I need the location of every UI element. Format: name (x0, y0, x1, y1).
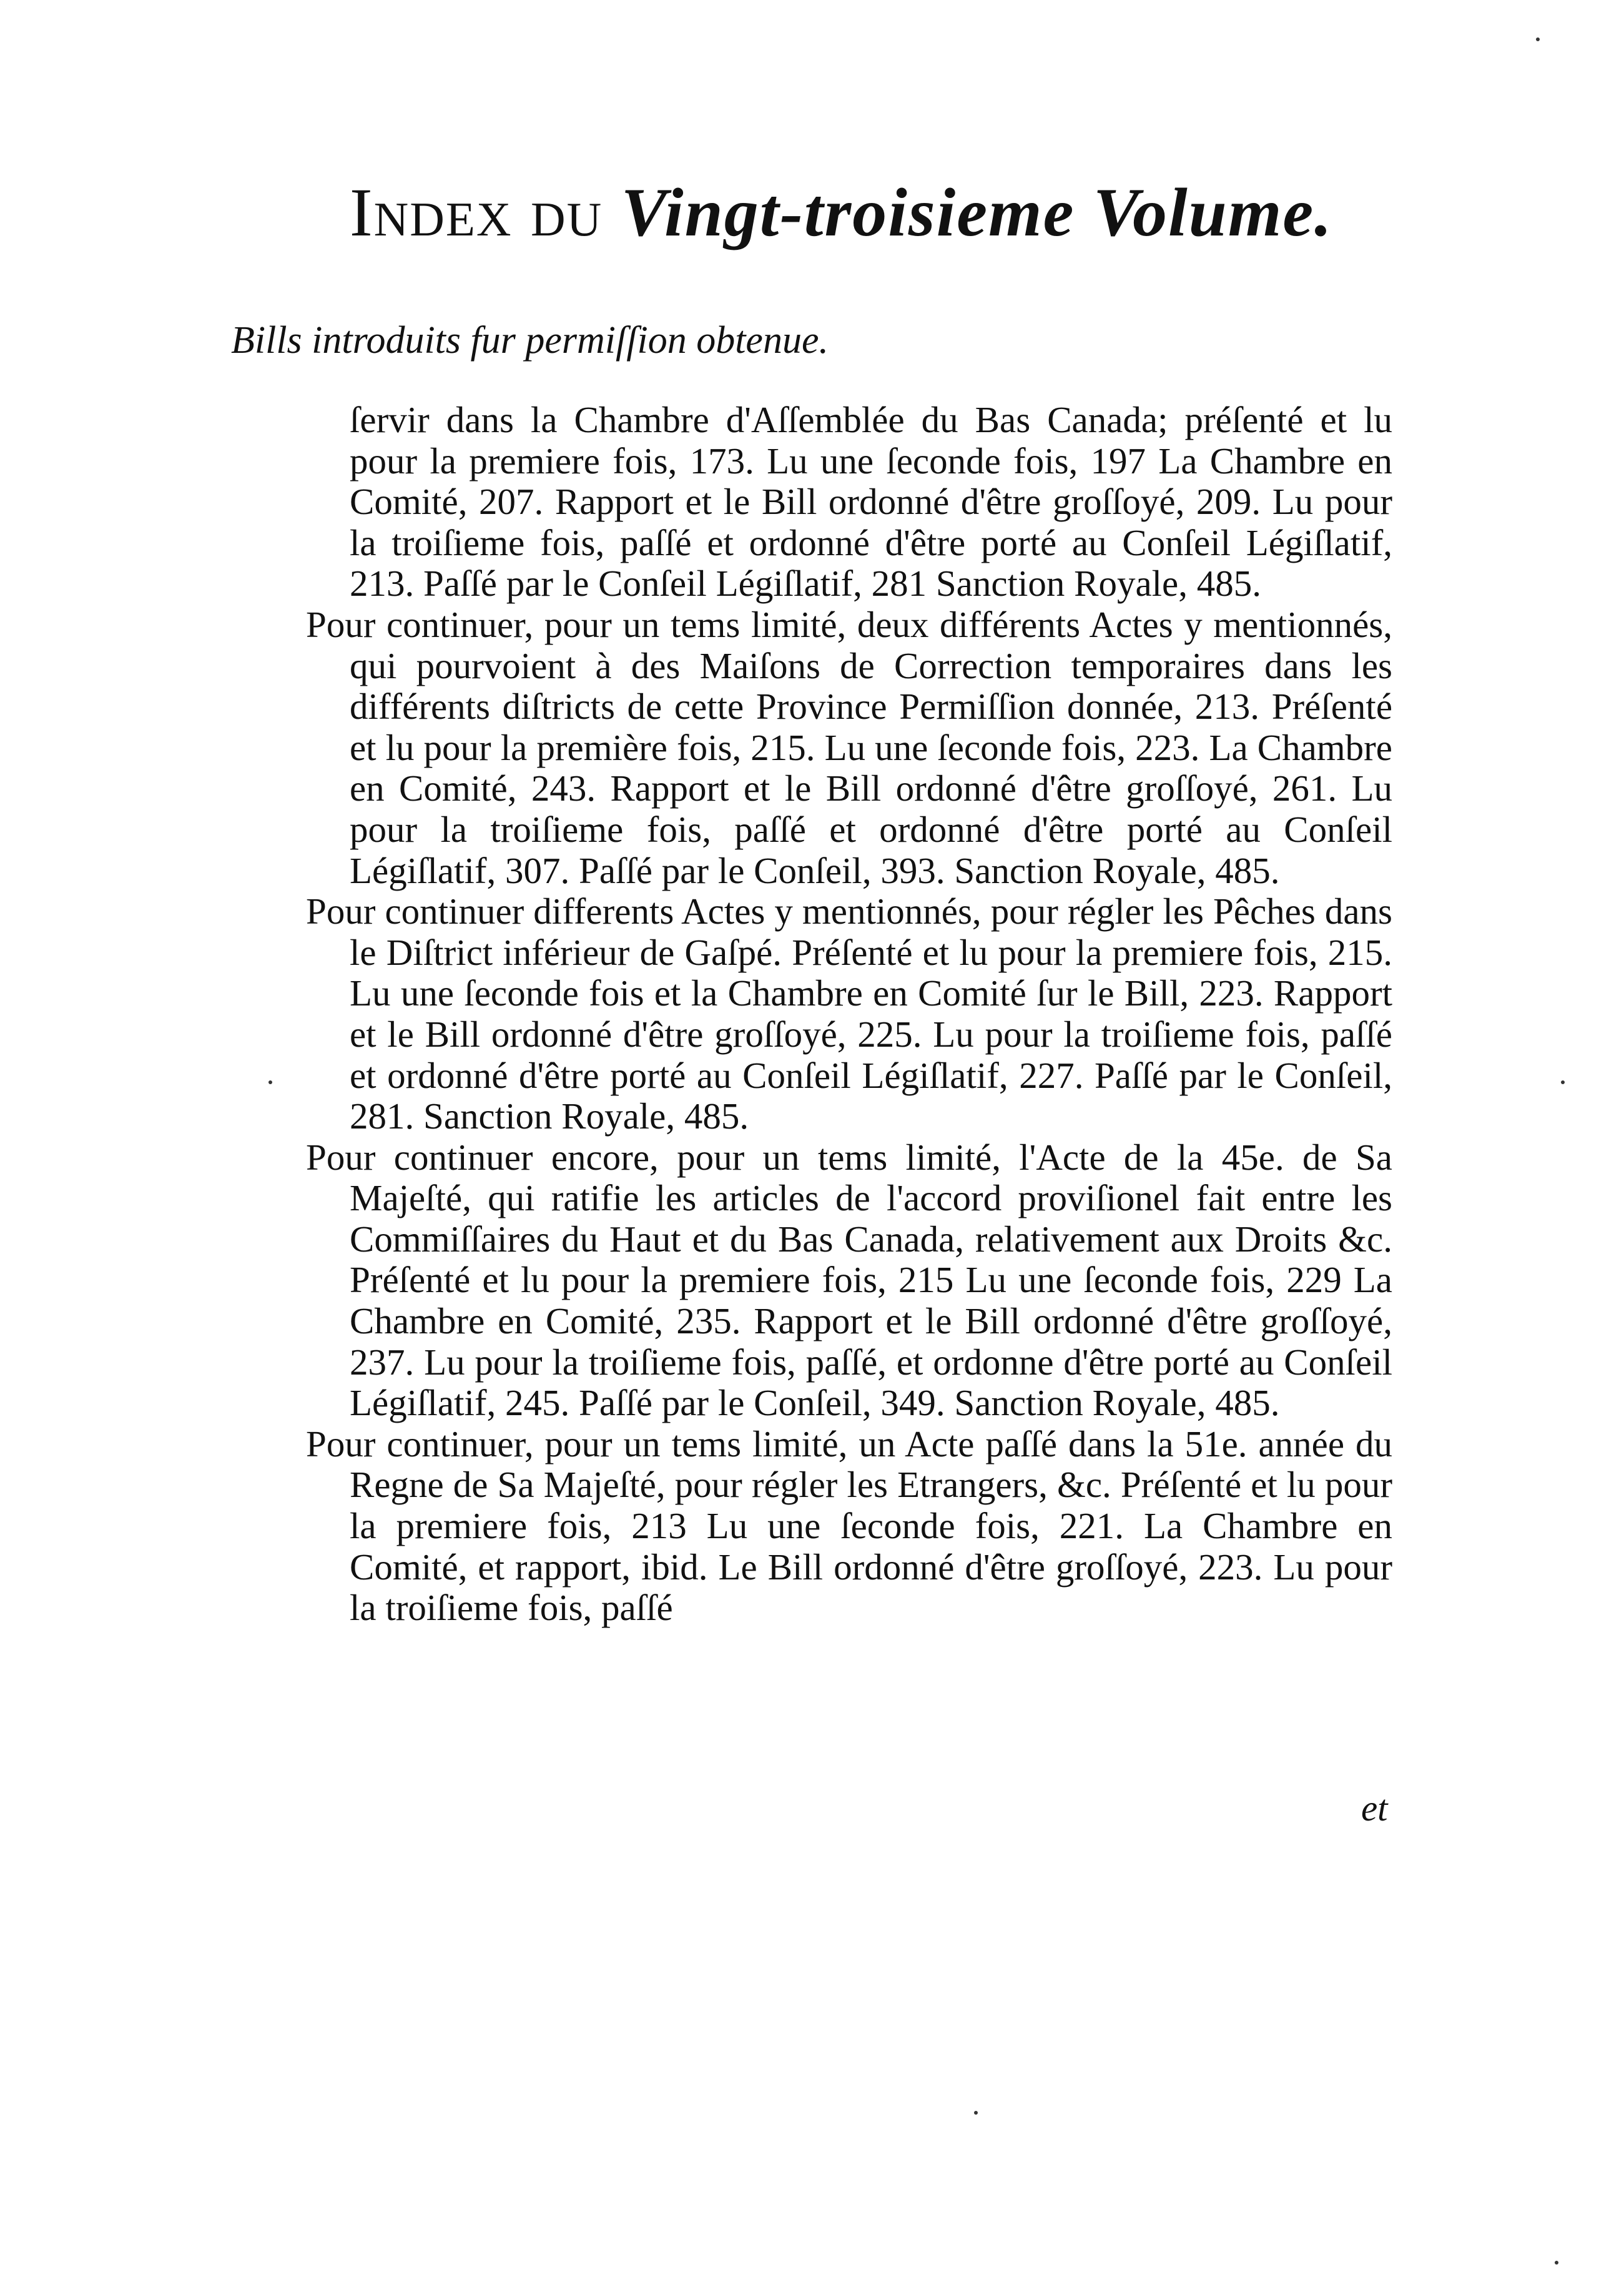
title-volume: Vingt-troisieme Volume. (621, 174, 1333, 250)
scan-speck (974, 2111, 978, 2115)
index-entry: Pour continuer, pour un tems limité, deux différents Actes y mentionnés, qui pourvoient à des Maiſons de Correction temporaires dans les différents diſtricts de cette Province Permiſſion donnée, 213. Préſenté et lu pour la première fois, 215. Lu une ſeconde fois, 223. La Chambre en Comité, 243. Rapport et le Bill ordonné d'être groſſoyé, 261. Lu pour la troiſieme fois, paſſé et ordonné d'être porté au Conſeil Légiſlatif, 307. Paſſé par le Conſeil, 393. Sanction Royale, 485. (306, 603, 1392, 891)
scan-speck (1536, 37, 1540, 41)
title-prefix: Index du (350, 174, 603, 250)
index-entry-continued: ſervir dans la Chambre d'Aſſemblée du Bas Canada; préſenté et lu pour la premiere fois, 173. Lu une ſeconde fois, 197 La Chambre en Comité, 207. Rapport et le Bill ordonné d'être groſſoyé, 209. Lu pour la troiſieme fois, paſſé et ordonné d'être porté au Conſeil Légiſlatif, 213. Paſſé par le Conſeil Légiſlatif, 281 Sanction Royale, 485. (350, 399, 1392, 605)
scan-speck (268, 1080, 272, 1084)
section-heading: Bills introduits fur permiſſion obtenue. (231, 319, 829, 362)
page-title (350, 169, 1349, 256)
index-entry: Pour continuer encore, pour un tems limité, l'Acte de la 45e. de Sa Majeſté, qui ratifie les articles de l'accord proviſionel fait entre les Commiſſaires du Haut et du Bas Canada, relativement aux Droits &c. Préſenté et lu pour la premiere fois, 215 Lu une ſeconde fois, 229 La Chambre en Comité, 235. Rapport et le Bill ordonné d'être groſſoyé, 237. Lu pour la troiſieme fois, paſſé, et ordonne d'être porté au Conſeil Légiſlatif, 245. Paſſé par le Conſeil, 349. Sanction Royale, 485. (306, 1136, 1392, 1424)
index-entries (306, 400, 1392, 1629)
index-entry: Pour continuer differents Actes y mentionnés, pour régler les Pêches dans le Diſtrict inférieur de Gaſpé. Préſenté et lu pour la premiere fois, 215. Lu une ſeconde fois et la Chambre en Comité ſur le Bill, 223. Rapport et le Bill ordonné d'être groſſoyé, 225. Lu pour la troiſieme fois, paſſé et ordonné d'être porté au Conſeil Légiſlatif, 227. Paſſé par le Conſeil, 281. Sanction Royale, 485. (306, 891, 1392, 1137)
scan-speck (1561, 1080, 1565, 1084)
index-entry: Pour continuer, pour un tems limité, un Acte paſſé dans la 51e. année du Regne de Sa Majeſté, pour régler les Etrangers, &c. Préſenté et lu pour la premiere fois, 213 Lu une ſeconde fois, 221. La Chambre en Comité, et rapport, ibid. Le Bill ordonné d'être groſſoyé, 223. Lu pour la troiſieme fois, paſſé (306, 1423, 1392, 1629)
catchword: et (1361, 1787, 1388, 1829)
scan-speck (1555, 2261, 1558, 2265)
